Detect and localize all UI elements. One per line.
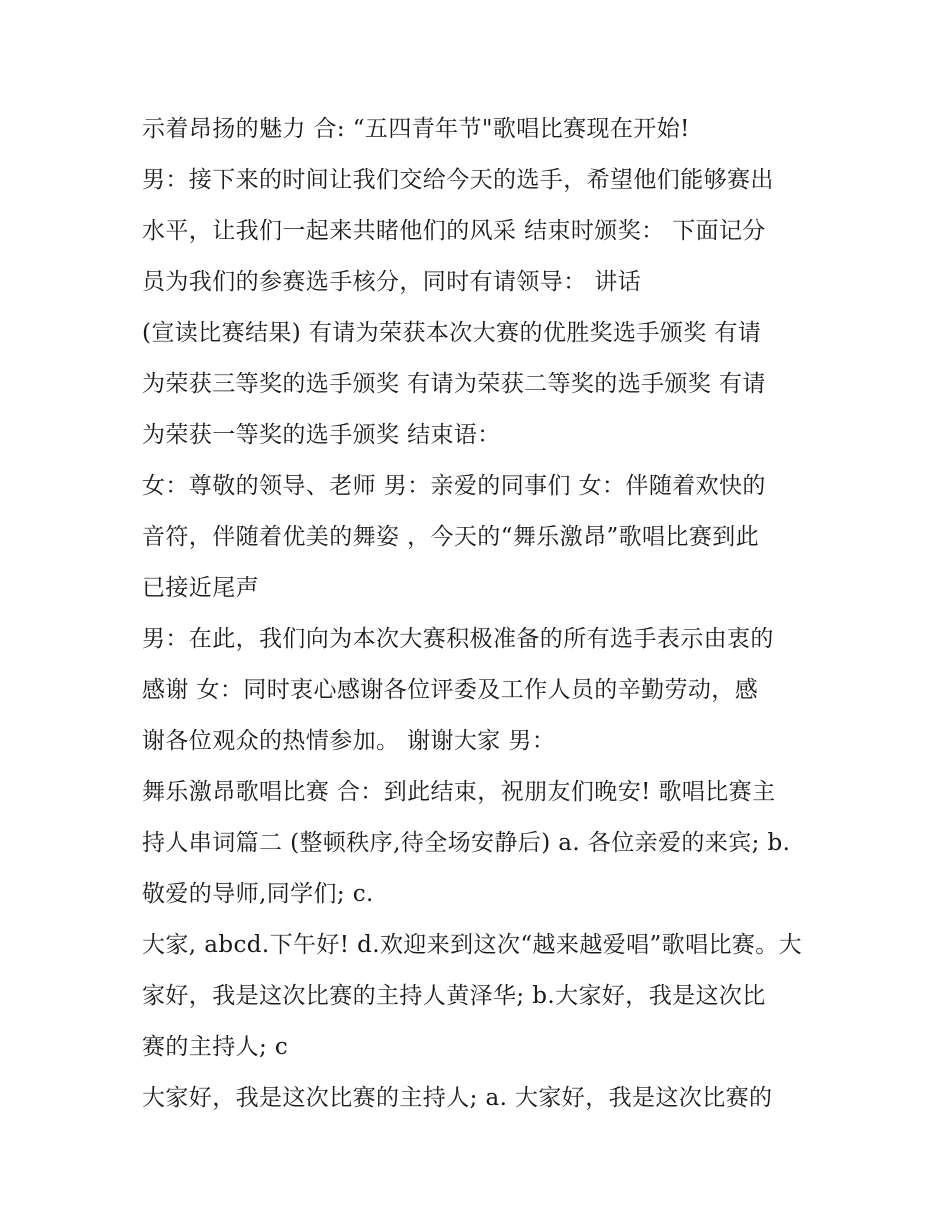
text-line: 已接近尾声	[142, 575, 259, 601]
text-line: 为荣获三等奖的选手颁奖 有请为荣获二等奖的选手颁奖 有请	[142, 371, 766, 397]
text-line: 音符，伴随着优美的舞姿 ，今天的“舞乐激昂”歌唱比赛到此	[142, 524, 760, 550]
text-line: (宣读比赛结果) 有请为荣获本次大赛的优胜奖选手颁奖 有请	[142, 320, 762, 346]
text-line: 舞乐激昂歌唱比赛 合：到此结束，祝朋友们晚安! 歌唱比赛主	[142, 779, 776, 805]
text-line: 感谢 女：同时衷心感谢各位评委及工作人员的辛勤劳动，感	[142, 677, 759, 703]
text-line: 大家, abcd.下午好! d.欢迎来到这次“越来越爱唱”歌唱比赛。大	[142, 932, 803, 958]
text-line: 为荣获一等奖的选手颁奖 结束语：	[142, 422, 501, 448]
text-line: 男：在此，我们向为本次大赛积极准备的所有选手表示由衷的	[142, 626, 774, 652]
text-line: 家好，我是这次比赛的主持人黄泽华; b.大家好，我是这次比	[142, 983, 766, 1009]
text-line: 敬爱的导师,同学们; c.	[142, 881, 374, 907]
text-line: 水平，让我们一起来共睹他们的风采 结束时颁奖： 下面记分	[142, 218, 766, 244]
text-line: 赛的主持人; c	[142, 1034, 289, 1060]
text-line: 大家好，我是这次比赛的主持人; a. 大家好，我是这次比赛的	[142, 1085, 773, 1111]
text-line: 持人串词篇二 (整顿秩序,待全场安静后) a. 各位亲爱的来宾; b.	[142, 830, 791, 856]
text-line: 女：尊敬的领导、老师 男：亲爱的同事们 女：伴随着欢快的	[142, 473, 766, 499]
document-body	[142, 106, 822, 1126]
text-line: 谢各位观众的热情参加。 谢谢大家 男：	[142, 728, 556, 754]
text-line: 男：接下来的时间让我们交给今天的选手，希望他们能够赛出	[142, 167, 774, 193]
text-line: 员为我们的参赛选手核分，同时有请领导： 讲话	[142, 269, 642, 295]
text-line: 示着昂扬的魅力 合: “五四青年节"歌唱比赛现在开始!	[142, 116, 690, 142]
